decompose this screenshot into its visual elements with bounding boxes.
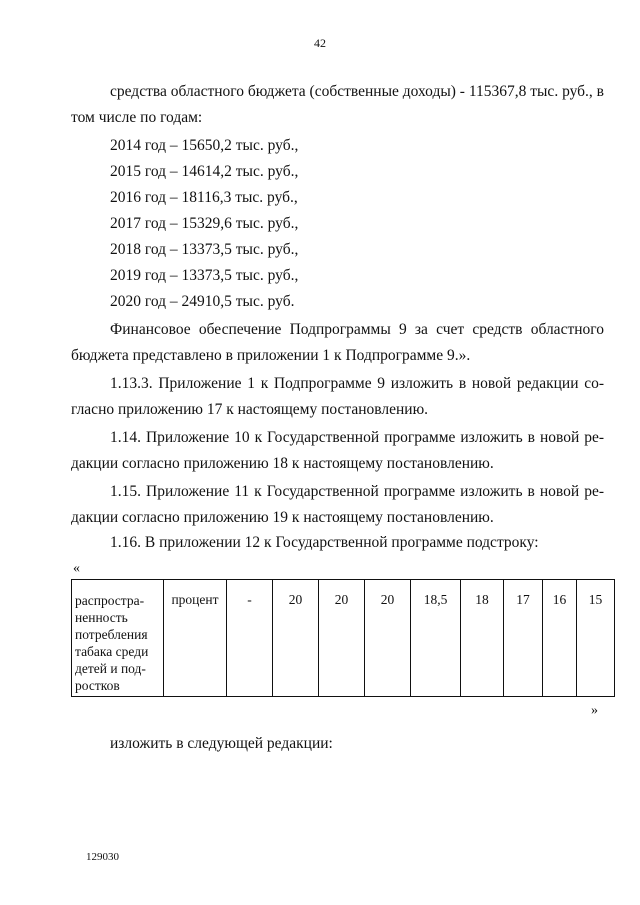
year-line-2014: 2014 год – 15650,2 тыс. руб., [110,137,299,154]
year-line-2019: 2019 год – 13373,5 тыс. руб., [110,267,299,284]
closing-text: изложить в следующей редакции: [110,735,333,752]
value-cell: 20 [273,580,319,697]
item-1-15-line-1: 1.15. Приложение 11 к Государственной программе изложить в новой ре- [110,483,604,500]
close-quote: » [591,703,598,718]
item-1-16: 1.16. В приложении 12 к Государственной программе подстроку: [110,534,539,551]
value-cell: 16 [543,580,577,697]
value-cell: - [227,580,273,697]
item-1-13-3-line-1: 1.13.3. Приложение 1 к Подпрограмме 9 изложить в новой редакции со- [110,375,604,392]
unit-cell: процент [164,580,227,697]
budget-paragraph-line-2: том числе по годам: [71,109,203,126]
value-cell: 20 [319,580,365,697]
page-number: 42 [314,36,326,50]
open-quote: « [73,561,80,576]
indicator-name-cell: распростра- ненность потребления табака среди детей и под- ростков [72,580,164,697]
value-cell: 20 [365,580,411,697]
table-row [72,580,615,697]
value-cell: 18,5 [411,580,461,697]
year-line-2018: 2018 год – 13373,5 тыс. руб., [110,241,299,258]
indicator-table [71,579,615,697]
item-1-13-3-line-2: гласно приложению 17 к настоящему постановлению. [71,401,429,418]
finance-paragraph-line-2: бюджета представлено в приложении 1 к Подпрограмме 9.». [71,347,471,364]
year-line-2020: 2020 год – 24910,5 тыс. руб. [110,293,295,310]
footer-code: 129030 [86,851,119,863]
budget-paragraph-line-1: средства областного бюджета (собственные доходы) - 115367,8 тыс. руб., в [110,83,604,100]
year-line-2017: 2017 год – 15329,6 тыс. руб., [110,215,299,232]
value-cell: 18 [461,580,504,697]
year-line-2015: 2015 год – 14614,2 тыс. руб., [110,163,299,180]
item-1-15-line-2: дакции согласно приложению 19 к настоящему постановлению. [71,509,494,526]
value-cell: 17 [504,580,543,697]
item-1-14-line-2: дакции согласно приложению 18 к настоящему постановлению. [71,455,494,472]
year-line-2016: 2016 год – 18116,3 тыс. руб., [110,189,298,206]
finance-paragraph-line-1: Финансовое обеспечение Подпрограммы 9 за счет средств областного [110,321,604,338]
item-1-14-line-1: 1.14. Приложение 10 к Государственной программе изложить в новой ре- [110,429,604,446]
value-cell: 15 [577,580,615,697]
